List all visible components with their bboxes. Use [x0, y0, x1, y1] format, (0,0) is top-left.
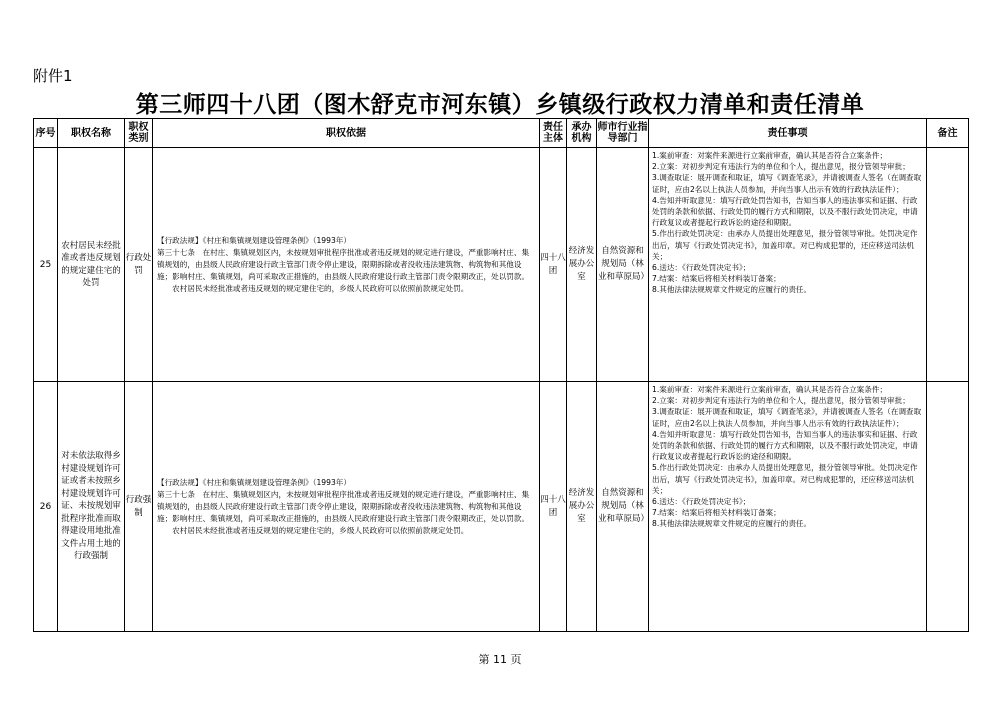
- basis-line: 【行政法规】《村庄和集镇规划建设管理条例》（1993年）: [157, 235, 351, 245]
- basis-line: 农村居民未经批准或者违反规划的规定建住宅的，乡级人民政府可以依照前款规定处罚。: [157, 525, 469, 535]
- handling-org: 经济发展办公室: [567, 148, 597, 382]
- note: [927, 148, 969, 382]
- duty-line: 1.案前审查：对案件来源进行立案前审查，确认其是否符合立案条件；: [652, 151, 888, 160]
- page-title: 第三师四十八团（图木舒克市河东镇）乡镇级行政权力清单和责任清单: [135, 91, 865, 118]
- duty-line: 8.其他法律法规规章文件规定的应履行的责任。: [652, 285, 812, 295]
- basis-line: 第三十七条 在村庄、集镇规划区内，未按规划审批程序批准或者违反规划的规定进行建设，严重影响村庄、集镇规划的，由县级人民政府建设行政主管部门责令停止建设，限期拆除或者没收违法建筑物、构筑物和其他设施；影响村庄、集镇规划，尚可采取改正措施的，由县级人民政府建设行政主管部门责令限期改正，处以罚款。: [157, 489, 530, 523]
- header-num: 序号: [34, 119, 58, 148]
- header-org: 承办机构: [567, 119, 597, 148]
- authority-basis: [153, 148, 540, 382]
- authority-name: 农村居民未经批准或者违反规划的规定建住宅的处罚: [58, 148, 125, 382]
- basis-line: 【行政法规】《村庄和集镇规划建设管理条例》（1993年）: [157, 477, 351, 487]
- authority-table: [33, 118, 969, 632]
- attachment-label: 附件1: [33, 67, 73, 85]
- duty-line: 6.送达：《行政处罚决定书》；: [652, 263, 751, 273]
- authority-name: 对未依法取得乡村建设规划许可证或者未按照乡村建设规划许可证、未按规划审批程序批准而取得建设用地批准文件占用土地的行政强制: [58, 382, 125, 632]
- authority-type: 行政强制: [125, 382, 153, 632]
- header-subject: 责任主体: [540, 119, 567, 148]
- row-number: 26: [34, 382, 58, 632]
- basis-line: 农村居民未经批准或者违反规划的规定建住宅的，乡级人民政府可以依照前款规定处罚。: [157, 283, 469, 293]
- table-header-row: [34, 119, 969, 148]
- header-duty: 责任事项: [649, 119, 927, 148]
- header-name: 职权名称: [58, 119, 125, 148]
- note: [927, 382, 969, 632]
- authority-type: 行政处罚: [125, 148, 153, 382]
- duty-line: 5.作出行政处罚决定：由承办人员提出处理意见，报分管领导审批。处罚决定作出后，填写《行政处罚决定书》，加盖印章。对已构成犯罪的，还应移送司法机关；: [652, 229, 918, 261]
- duty-line: 2.立案：对初步判定有违法行为的单位和个人，提出意见，报分管领导审批；: [652, 396, 910, 406]
- duty-line: 4.告知并听取意见：填写行政处罚告知书，告知当事人的违法事实和证据、行政处罚的条款和依据、行政处罚的履行方式和期限，以及不服行政处罚决定，申请行政复议或者提起行政诉讼的途径和期限。: [652, 429, 918, 462]
- responsibility-items: [649, 382, 927, 632]
- guidance-dept: 自然资源和规划局（林业和草原局）: [597, 382, 649, 632]
- duty-line: 6.送达：《行政处罚决定书》；: [652, 497, 751, 507]
- duty-line: 4.告知并听取意见：填写行政处罚告知书，告知当事人的违法事实和证据、行政处罚的条款和依据、行政处罚的履行方式和期限，以及不服行政处罚决定，申请行政复议或者提起行政诉讼的途径和期限。: [652, 195, 918, 228]
- header-type: 职权类别: [125, 119, 153, 148]
- table-row: [34, 382, 969, 632]
- responsible-subject: 四十八团: [540, 382, 567, 632]
- responsibility-items: [649, 148, 927, 382]
- header-basis: 职权依据: [153, 119, 540, 148]
- duty-line: 7.结案：结案后将相关材料装订备案；: [652, 508, 781, 518]
- duty-line: 3.调查取证：展开调查和取证，填写《调查笔录》，并请被调查人签名（在调查取证时，应由2名以上执法人员参加，并向当事人出示有效的行政执法证件）；: [652, 407, 922, 428]
- page-number: 第 11 页: [478, 653, 522, 666]
- duty-line: 3.调查取证：展开调查和取证，填写《调查笔录》，并请被调查人签名（在调查取证时，应由2名以上执法人员参加，并向当事人出示有效的行政执法证件）；: [652, 173, 922, 194]
- table-row: [34, 148, 969, 382]
- row-number: 25: [34, 148, 58, 382]
- authority-basis: [153, 382, 540, 632]
- handling-org: 经济发展办公室: [567, 382, 597, 632]
- header-dept: 师市行业指导部门: [597, 119, 649, 148]
- duty-line: 2.立案：对初步判定有违法行为的单位和个人，提出意见，报分管领导审批；: [652, 162, 910, 172]
- duty-line: 7.结案：结案后将相关材料装订备案；: [652, 274, 781, 284]
- duty-line: 1.案前审查：对案件来源进行立案前审查，确认其是否符合立案条件；: [652, 385, 888, 394]
- basis-line: 第三十七条 在村庄、集镇规划区内，未按规划审批程序批准或者违反规划的规定进行建设，严重影响村庄、集镇规划的，由县级人民政府建设行政主管部门责令停止建设，限期拆除或者没收违法建筑物、构筑物和其他设施；影响村庄、集镇规划，尚可采取改正措施的，由县级人民政府建设行政主管部门责令限期改正，处以罚款。: [157, 247, 530, 281]
- responsible-subject: 四十八团: [540, 148, 567, 382]
- guidance-dept: 自然资源和规划局（林业和草原局）: [597, 148, 649, 382]
- header-note: 备注: [927, 119, 969, 148]
- duty-line: 5.作出行政处罚决定：由承办人员提出处理意见，报分管领导审批。处罚决定作出后，填写《行政处罚决定书》，加盖印章。对已构成犯罪的，还应移送司法机关；: [652, 463, 918, 495]
- duty-line: 8.其他法律法规规章文件规定的应履行的责任。: [652, 519, 812, 529]
